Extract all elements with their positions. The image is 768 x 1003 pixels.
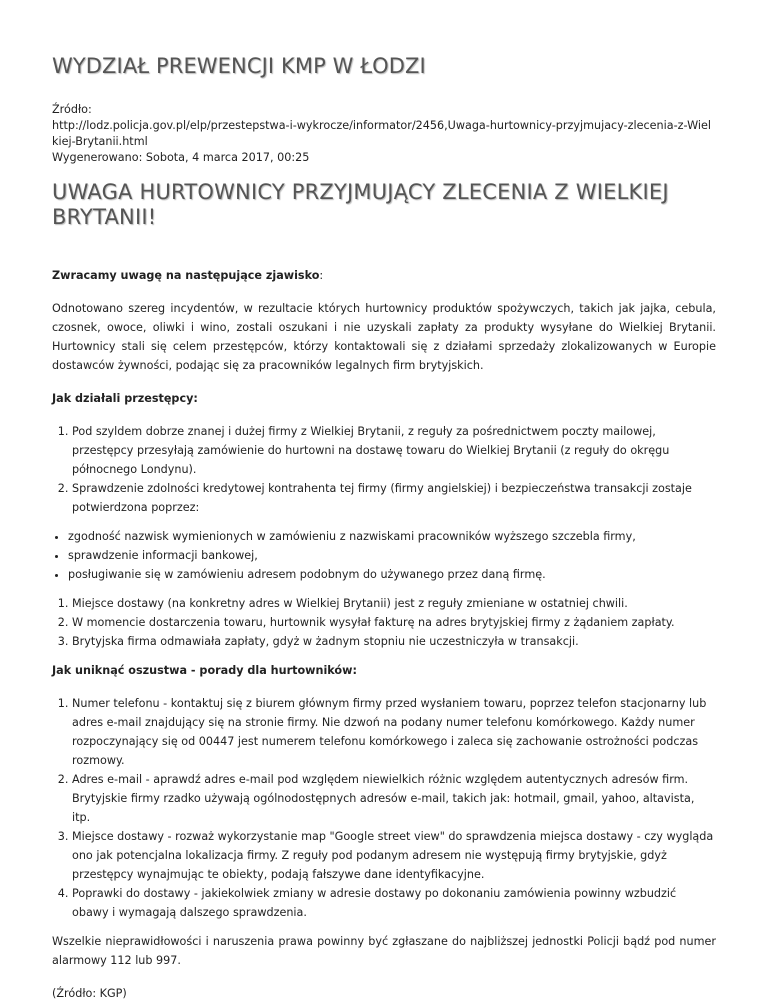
list-item: • zgodność nazwisk wymienionych w zamówieniu z nazwiskami pracowników wyższego szczebla firmy, (68, 527, 716, 546)
list-item: 2. Sprawdzenie zdolności kredytowej kontrahenta tej firmy (firmy angielskiej) i bezpieczeństwa transakcji zostaje potwierdzona poprzez: (72, 479, 716, 517)
modus-operandi-list-b (52, 594, 716, 651)
list-item: 2. W momencie dostarczenia towaru, hurtownik wysyłał fakturę na adres brytyjskiej firmy z żądaniem zapłaty. (72, 613, 716, 632)
list-item: 3. Miejsce dostawy - rozważ wykorzystanie map "Google street view" do sprawdzenia miejsca dostawy - czy wygląda ono jak potencjalna lokalizacja firmy. Z reguły pod podanym adresem nie występują firmy brytyjskie, gdyż przestępcy wynajmując te obiekty, podają fałszywe dane identyfikacyjne. (72, 827, 716, 884)
source-url: http://lodz.policja.gov.pl/elp/przestepstwa-i-wykrocze/informator/2456,Uwaga-hurtownicy-przyjmujacy-zlecenia-z-Wielkiej-Brytanii.html (52, 119, 712, 148)
list-item: 4. Poprawki do dostawy - jakiekolwiek zmiany w adresie dostawy po dokonaniu zamówienia powinny wzbudzić obawy i wymagają dalszego sprawdzenia. (72, 884, 716, 922)
intro-text: Odnotowano szereg incydentów, w rezultacie których hurtownicy produktów spożywczych, takich jak jajka, cebula, czosnek, owoce, oliwki i wino, zostali oszukani i nie uzyskali zapłaty za produkty wysyłane do Wielkiej Brytanii. Hurtownicy stali się celem przestępców, którzy kontaktowali się z działami sprzedaży zlokalizowanych w Europie dostawców żywności, podając się za pracowników legalnych firm brytyjskich. (52, 302, 716, 372)
section2-heading: Jak uniknąć oszustwa - porady dla hurtowników: (52, 664, 357, 677)
list-item: • sprawdzenie informacji bankowej, (68, 546, 716, 565)
closing-text: Wszelkie nieprawidłowości i naruszenia prawa powinny być zgłaszane do najbliższej jednostki Policji bądź pod numer alarmowy 112 lub 997. (52, 935, 716, 967)
verification-bullets (52, 527, 716, 584)
article-content (52, 266, 716, 1003)
site-title: WYDZIAŁ PREWENCJI KMP W ŁODZI (52, 54, 426, 78)
list-item: 1. Numer telefonu - kontaktuj się z biurem głównym firmy przed wysłaniem towaru, poprzez telefon stacjonarny lub adres e-mail znajdujący się na stronie firmy. Nie dzwoń na podany numer telefonu komórkowego. Każdy numer rozpoczynający się od 00447 jest numerem telefonu komórkowego i zaleca się zachowanie ostrożności podczas rozmowy. (72, 694, 716, 770)
footer-source: (Źródło: KGP) (52, 987, 127, 1000)
list-item: 3. Brytyjska firma odmawiała zapłaty, gdyż w żadnym stopniu nie uczestniczyła w transakcji. (72, 632, 716, 651)
document-meta (52, 102, 716, 166)
source-label: Źródło: (52, 103, 92, 116)
modus-operandi-list-a (52, 422, 716, 517)
article-title: UWAGA HURTOWNICY PRZYJMUJĄCY ZLECENIA Z WIELKIEJ BRYTANII! (52, 180, 669, 229)
generated-date: Wygenerowano: Sobota, 4 marca 2017, 00:25 (52, 151, 310, 164)
section1-heading: Jak działali przestępcy: (52, 392, 198, 405)
advice-list (52, 694, 716, 922)
intro-heading-line (52, 266, 716, 285)
intro-colon: : (319, 269, 324, 282)
list-item: 1. Miejsce dostawy (na konkretny adres w Wielkiej Brytanii) jest z reguły zmieniane w ostatniej chwili. (72, 594, 716, 613)
list-item: • posługiwanie się w zamówieniu adresem podobnym do używanego przez daną firmę. (68, 565, 716, 584)
list-item: 1. Pod szyldem dobrze znanej i dużej firmy z Wielkiej Brytanii, z reguły za pośrednictwem poczty mailowej, przestępcy przesyłają zamówienie do hurtowni na dostawę towaru do Wielkiej Brytanii (z reguły do okręgu północnego Londynu). (72, 422, 716, 479)
intro-heading: Zwracamy uwagę na następujące zjawisko (52, 269, 320, 282)
list-item: 2. Adres e-mail - aprawdź adres e-mail pod względem niewielkich różnic względem autentycznych adresów firm. Brytyjskie firmy rzadko używają ogólnodostępnych adresów e-mail, takich jak: hotmail, gmail, yahoo, altavista, itp. (72, 770, 716, 827)
